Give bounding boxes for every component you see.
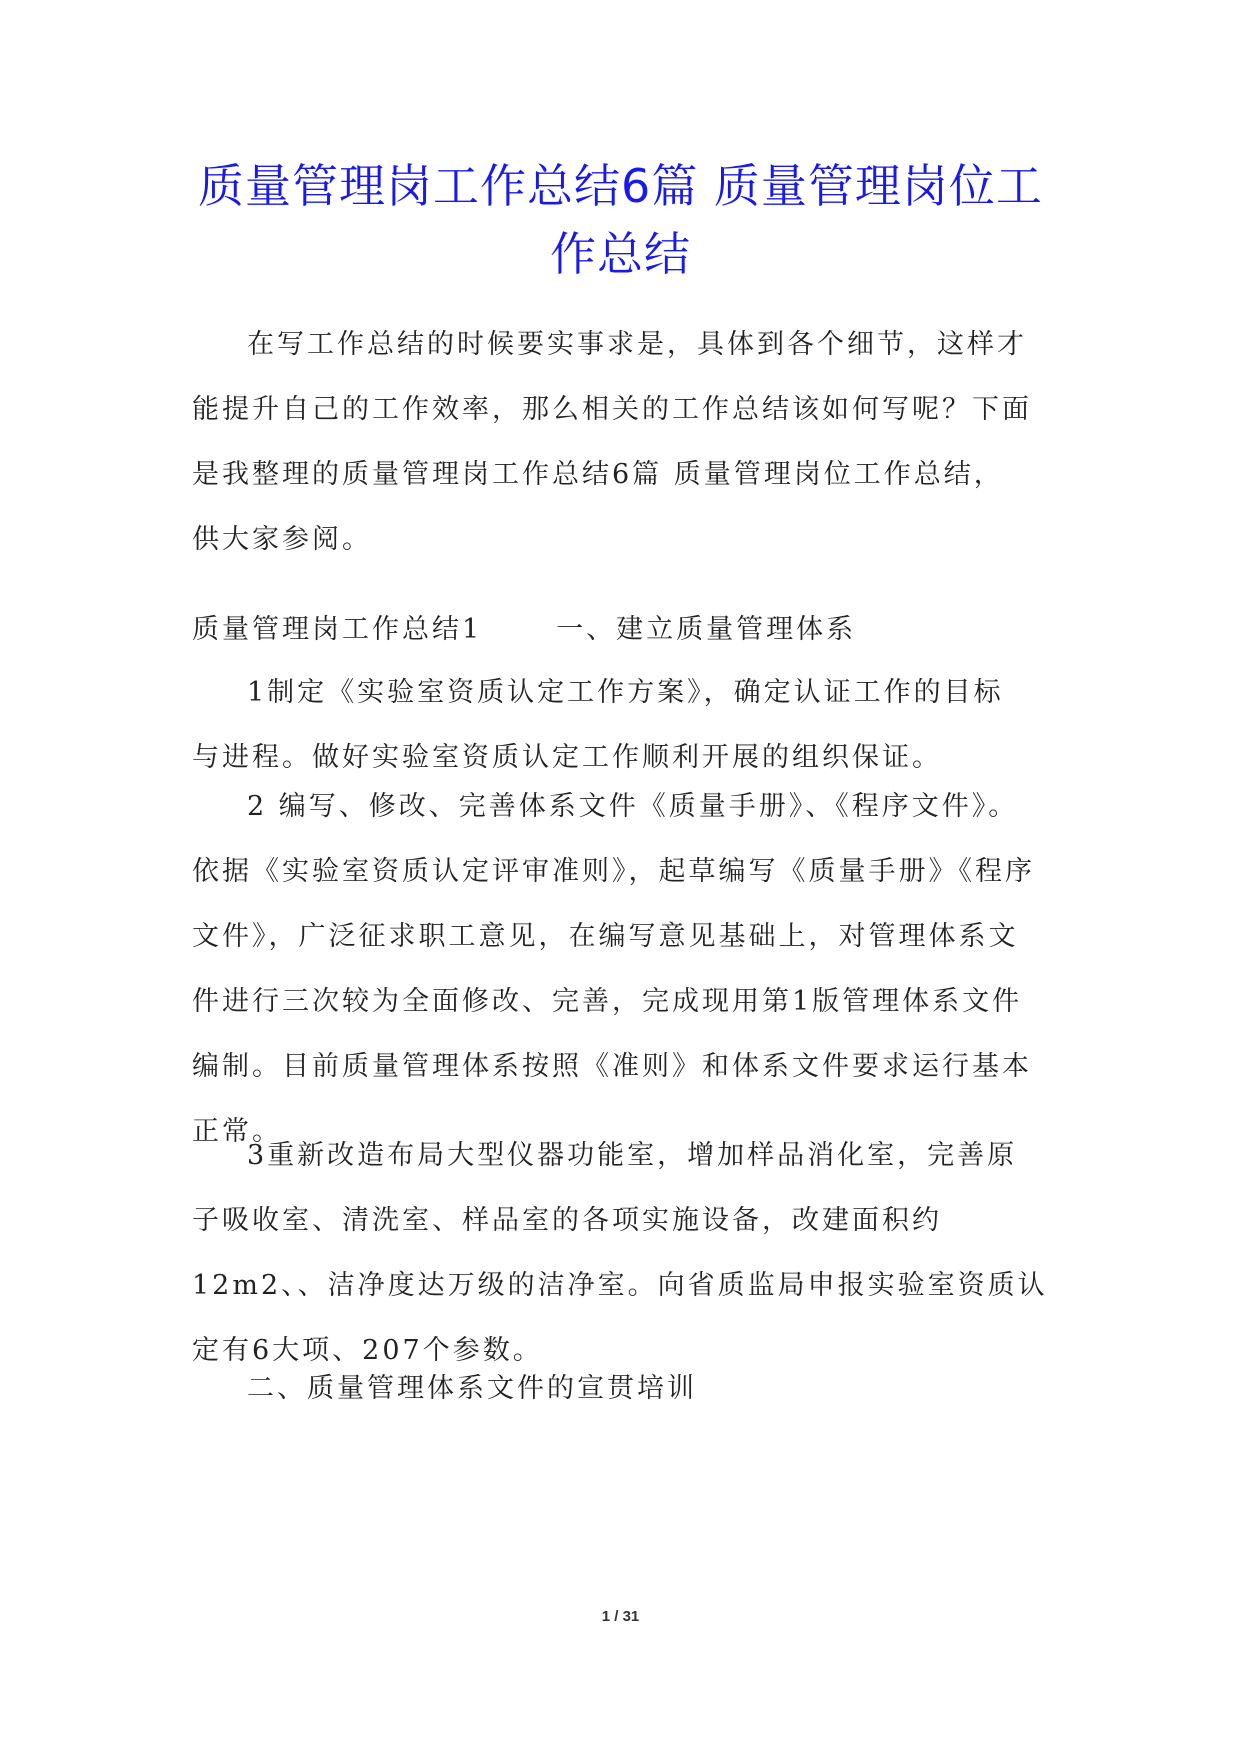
intro-line: 在写工作总结的时候要实事求是，具体到各个细节，这样才 bbox=[247, 329, 1027, 360]
item-1-line: 与进程。做好实验室资质认定工作顺利开展的组织保证。 bbox=[192, 742, 942, 773]
section-2-heading bbox=[192, 1356, 1052, 1421]
item-1-paragraph bbox=[192, 660, 1052, 790]
item-3-line: 3重新改造布局大型仪器功能室，增加样品消化室，完善原 bbox=[247, 1140, 1018, 1171]
intro-line: 能提升自己的工作效率，那么相关的工作总结该如何写呢？下面 bbox=[192, 394, 1032, 425]
intro-line: 是我整理的质量管理岗工作总结6篇 质量管理岗位工作总结， bbox=[192, 459, 1004, 490]
item-3-line: 子吸收室、清洗室、样品室的各项实施设备，改建面积约 bbox=[192, 1205, 942, 1236]
item-2-line: 正常。 bbox=[192, 1116, 282, 1147]
item-2-paragraph bbox=[192, 774, 1052, 1164]
title-line-2: 作总结 bbox=[550, 227, 691, 281]
intro-paragraph bbox=[192, 312, 1052, 572]
page-number: 1 / 31 bbox=[601, 1608, 640, 1625]
title-line-1: 质量管理岗工作总结6篇 质量管理岗位工 bbox=[198, 159, 1043, 213]
section-1-title: 质量管理岗工作总结1 bbox=[192, 614, 483, 645]
item-3-paragraph bbox=[192, 1123, 1052, 1383]
section-1-heading bbox=[192, 597, 1052, 662]
intro-line: 供大家参阅。 bbox=[192, 524, 372, 555]
item-2-line: 依据《实验室资质认定评审准则》，起草编写《质量手册》《程序 bbox=[192, 856, 1035, 887]
item-2-line: 件进行三次较为全面修改、完善，完成现用第1版管理体系文件 bbox=[192, 986, 1023, 1017]
item-2-line: 编制。目前质量管理体系按照《准则》和体系文件要求运行基本 bbox=[192, 1051, 1032, 1082]
item-1-line: 1制定《实验室资质认定工作方案》，确定认证工作的目标 bbox=[247, 677, 1004, 708]
section-heading-line bbox=[192, 597, 1052, 662]
item-3-line: 定有6大项、207个参数。 bbox=[192, 1335, 543, 1366]
item-2-line: 2 编写、修改、完善体系文件《质量手册》、《程序文件》。 bbox=[247, 791, 1019, 822]
section-1-subtitle: 一、建立质量管理体系 bbox=[556, 614, 857, 645]
item-2-line: 文件》，广泛征求职工意见，在编写意见基础上，对管理体系文 bbox=[192, 921, 1019, 952]
document-title bbox=[150, 152, 1091, 288]
section-2-title: 二、质量管理体系文件的宣贯培训 bbox=[247, 1373, 697, 1404]
item-3-line: 12m2、、洁净度达万级的洁净室。向省质监局申报实验室资质认 bbox=[192, 1270, 1048, 1301]
